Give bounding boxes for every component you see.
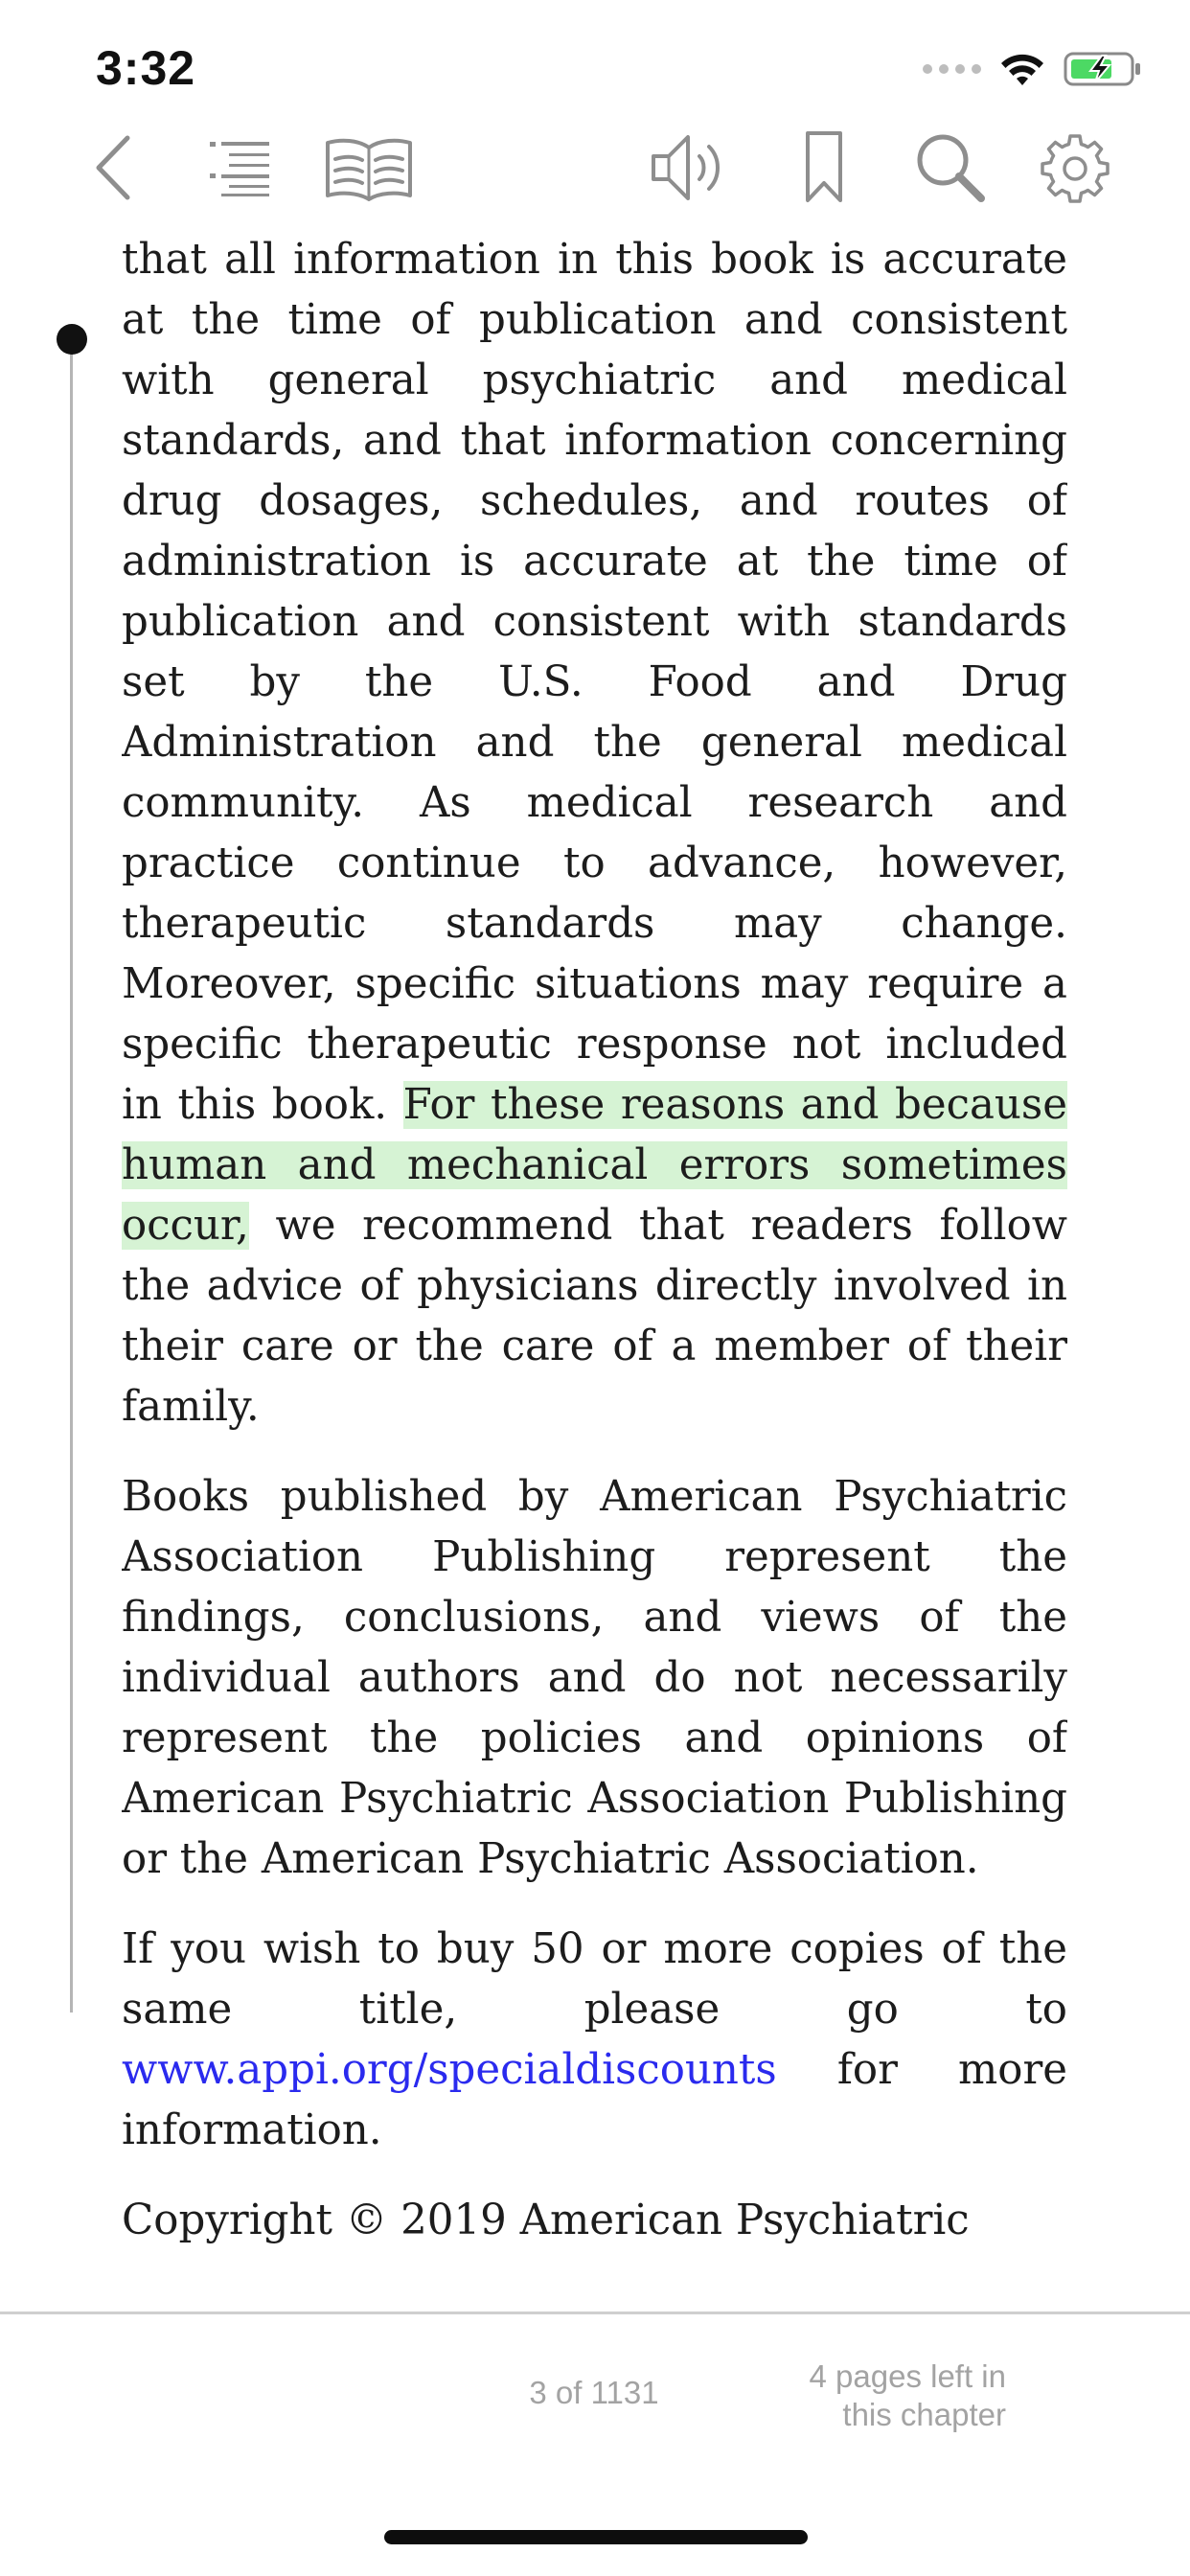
back-button[interactable] [84,125,142,211]
paragraph-text: If you wish to buy 50 or more copies of the same title, please go to [122,1925,1067,2034]
pages-left-line: this chapter [842,2397,1006,2432]
library-icon [322,134,416,201]
reader-toolbar [0,115,1190,220]
table-of-contents-icon [208,138,271,197]
back-icon [91,134,135,201]
page-count: 3 of 1131 [529,2375,659,2410]
special-discounts-link[interactable]: www.appi.org/specialdiscounts [122,2046,777,2094]
settings-button[interactable] [1037,125,1113,211]
book-page-content [122,230,1067,2310]
wifi-icon [998,51,1046,87]
reading-progress-handle[interactable] [57,324,87,355]
battery-charging-icon [1064,50,1142,88]
paragraph-bulk-copies [122,1920,1067,2161]
paragraph-text: that all information in this book is accurate at the time of publication and consistent with general psychiatric and medical standards, and that information concerning drug dosages, schedules, and routes of administration is accurate at the time of publication and consistent with standards set by the U.S. Food and Drug Administration and the general medical community. As medical research and practice continue to advance, however, therapeutic standards may change. Moreover, specific situations may require a specific therapeutic response not included in this book. [122,236,1067,1129]
home-indicator[interactable] [384,2530,808,2544]
status-icons [923,50,1142,88]
paragraph-disclaimer [122,230,1067,1438]
bookmark-button[interactable] [800,125,848,211]
reading-progress-rail[interactable] [70,340,73,2012]
pages-left-in-chapter [757,2358,1006,2434]
bookmark-icon [803,129,845,206]
paragraph-text: for more information. [122,2046,1067,2154]
table-of-contents-button[interactable] [206,125,273,211]
signal-dots-icon [923,64,981,74]
status-time: 3:32 [96,41,196,95]
paragraph-publisher-views: Books published by American Psychiatric Association Publishing represent the findings, conclusions, and views of the individual authors and do not necessarily represent the policies and opinions of American Psychiatric Association Publishing or the American Psychiatric Association. [122,1473,1067,1883]
paragraph-text: we recommend that readers follow the advice of physicians directly involved in their care or the care of a member of their family. [122,1202,1067,1431]
audio-icon [650,131,730,204]
search-button[interactable] [912,125,989,211]
highlighted-text[interactable]: For these reasons and because human and mechanical errors sometimes occur, [122,1081,1067,1250]
search-icon [914,131,987,204]
library-button[interactable] [321,125,417,211]
audio-button[interactable] [647,125,733,211]
status-bar [0,0,1190,134]
footer-divider [0,2312,1190,2314]
pages-left-line: 4 pages left in [809,2358,1006,2394]
settings-icon [1040,132,1110,203]
paragraph-copyright: Copyright © 2019 American Psychiatric [122,2196,970,2244]
